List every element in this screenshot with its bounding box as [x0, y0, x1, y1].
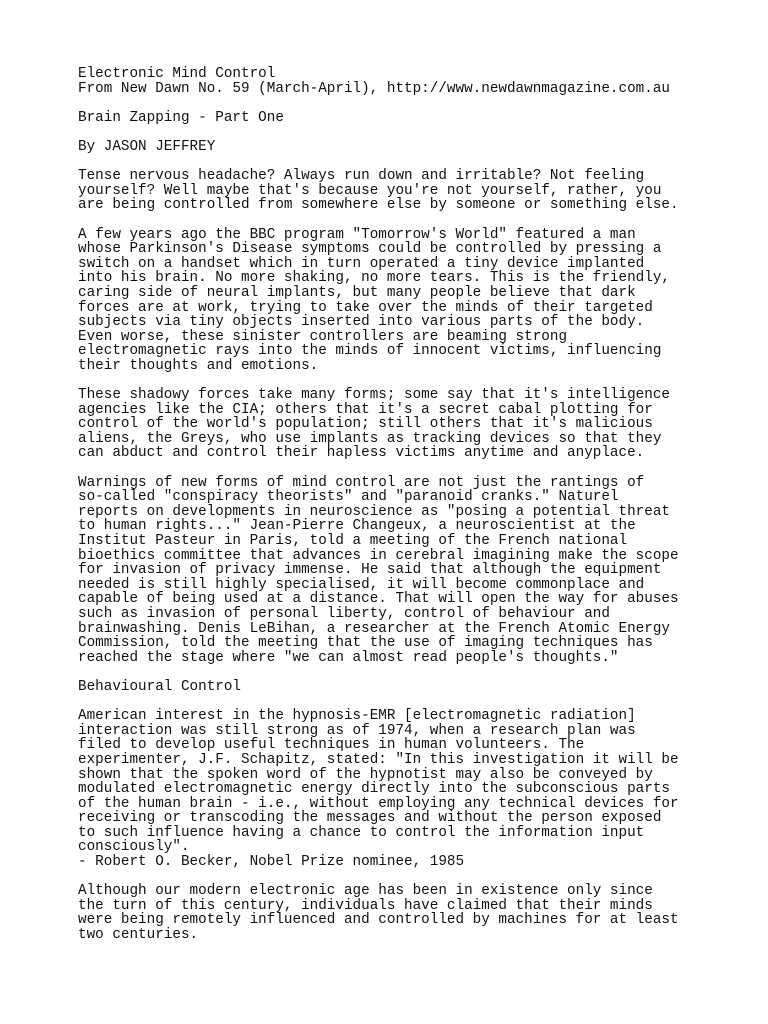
document-text [78, 67, 738, 943]
text-line: - Robert O. Becker, Nobel Prize nominee, 1985 [78, 854, 465, 871]
text-line: needed is still highly specialised, it will become commonplace and [78, 576, 645, 593]
text-line: to human rights..." Jean-Pierre Changeux, a neuroscientist at the [78, 518, 636, 535]
text-line: reached the stage where "we can almost read people's thoughts." [78, 649, 619, 666]
text-line: By JASON JEFFREY [78, 138, 216, 155]
blank-line [78, 665, 738, 680]
blank-line [78, 96, 738, 111]
text-line: Brain Zapping - Part One [78, 109, 284, 126]
text-line: for invasion of privacy immense. He said that although the equipment [78, 562, 662, 579]
text-line: Although our modern electronic age has been in existence only since [78, 883, 653, 900]
text-line: yourself? Well maybe that's because you're not yourself, rather, you [78, 182, 662, 199]
text-line: control of the world's population; still others that it's malicious [78, 416, 653, 433]
text-line: bioethics committee that advances in cerebral imagining make the scope [78, 547, 679, 564]
text-line: to such influence having a chance to control the information input [78, 824, 645, 841]
text-line: agencies like the CIA; others that it's a secret cabal plotting for [78, 401, 653, 418]
blank-line [78, 461, 738, 476]
text-line: so-called "conspiracy theorists" and "paranoid cranks." Naturel [78, 489, 619, 506]
text-line: A few years ago the BBC program "Tomorrow's World" featured a man [78, 226, 636, 243]
blank-line [78, 373, 738, 388]
text-line: filed to develop useful techniques in human volunteers. The [78, 737, 585, 754]
blank-line [78, 870, 738, 885]
text-line: experimenter, J.F. Schapitz, stated: "In this investigation it will be [78, 751, 679, 768]
text-line: into his brain. No more shaking, no more tears. This is the friendly, [78, 270, 670, 287]
text-line: are being controlled from somewhere else by someone or something else. [78, 197, 679, 214]
blank-line [78, 213, 738, 228]
text-line: modulated electromagnetic energy directly into the subconscious parts [78, 781, 670, 798]
text-line: These shadowy forces take many forms; some say that it's intelligence [78, 387, 670, 404]
text-line: caring side of neural implants, but many people believe that dark [78, 284, 636, 301]
text-line: subjects via tiny objects inserted into various parts of the body. [78, 314, 645, 331]
text-line: electromagnetic rays into the minds of innocent victims, influencing [78, 343, 662, 360]
blank-line [78, 125, 738, 140]
text-line: whose Parkinson's Disease symptoms could be controlled by pressing a [78, 241, 662, 258]
text-line: consciously". [78, 839, 190, 856]
text-line: Tense nervous headache? Always run down and irritable? Not feeling [78, 168, 645, 185]
text-line: brainwashing. Denis LeBihan, a researcher at the French Atomic Energy [78, 620, 670, 637]
text-line: American interest in the hypnosis-EMR [electromagnetic radiation] [78, 708, 636, 725]
text-line: reports on developments in neuroscience as "posing a potential threat [78, 503, 670, 520]
text-line: Warnings of new forms of mind control are not just the rantings of [78, 474, 645, 491]
text-line: Institut Pasteur in Paris, told a meeting of the French national [78, 533, 628, 549]
text-line: Commission, told the meeting that the use of imaging techniques has [78, 635, 653, 652]
text-line: the turn of this century, individuals have claimed that their minds [78, 897, 653, 914]
text-line: shown that the spoken word of the hypnotist may also be conveyed by [78, 766, 653, 783]
blank-line [78, 695, 738, 710]
text-line: can abduct and control their hapless victims anytime and anyplace. [78, 445, 645, 462]
text-line: of the human brain - i.e., without employing any technical devices for [78, 795, 679, 812]
text-line: two centuries. [78, 927, 199, 944]
text-line: interaction was still strong as of 1974, when a research plan was [78, 722, 636, 739]
text-line: capable of being used at a distance. That will open the way for abuses [78, 591, 679, 608]
text-line: were being remotely influenced and controlled by machines for at least [78, 912, 679, 929]
text-line: switch on a handset which in turn operated a tiny device implanted [78, 255, 645, 272]
text-line: From New Dawn No. 59 (March-April), http://www.newdawnmagazine.com.au [78, 80, 670, 97]
text-line: receiving or transcoding the messages and without the person exposed [78, 810, 662, 827]
text-line: Even worse, these sinister controllers are beaming strong [78, 328, 568, 345]
text-line: their thoughts and emotions. [78, 357, 319, 374]
blank-line [78, 155, 738, 170]
text-line: Electronic Mind Control [78, 66, 276, 82]
text-line: such as invasion of personal liberty, control of behaviour and [78, 605, 610, 622]
text-line: Behavioural Control [78, 678, 242, 695]
text-line: forces are at work, trying to take over the minds of their targeted [78, 299, 653, 316]
text-line: aliens, the Greys, who use implants as tracking devices so that they [78, 430, 662, 447]
